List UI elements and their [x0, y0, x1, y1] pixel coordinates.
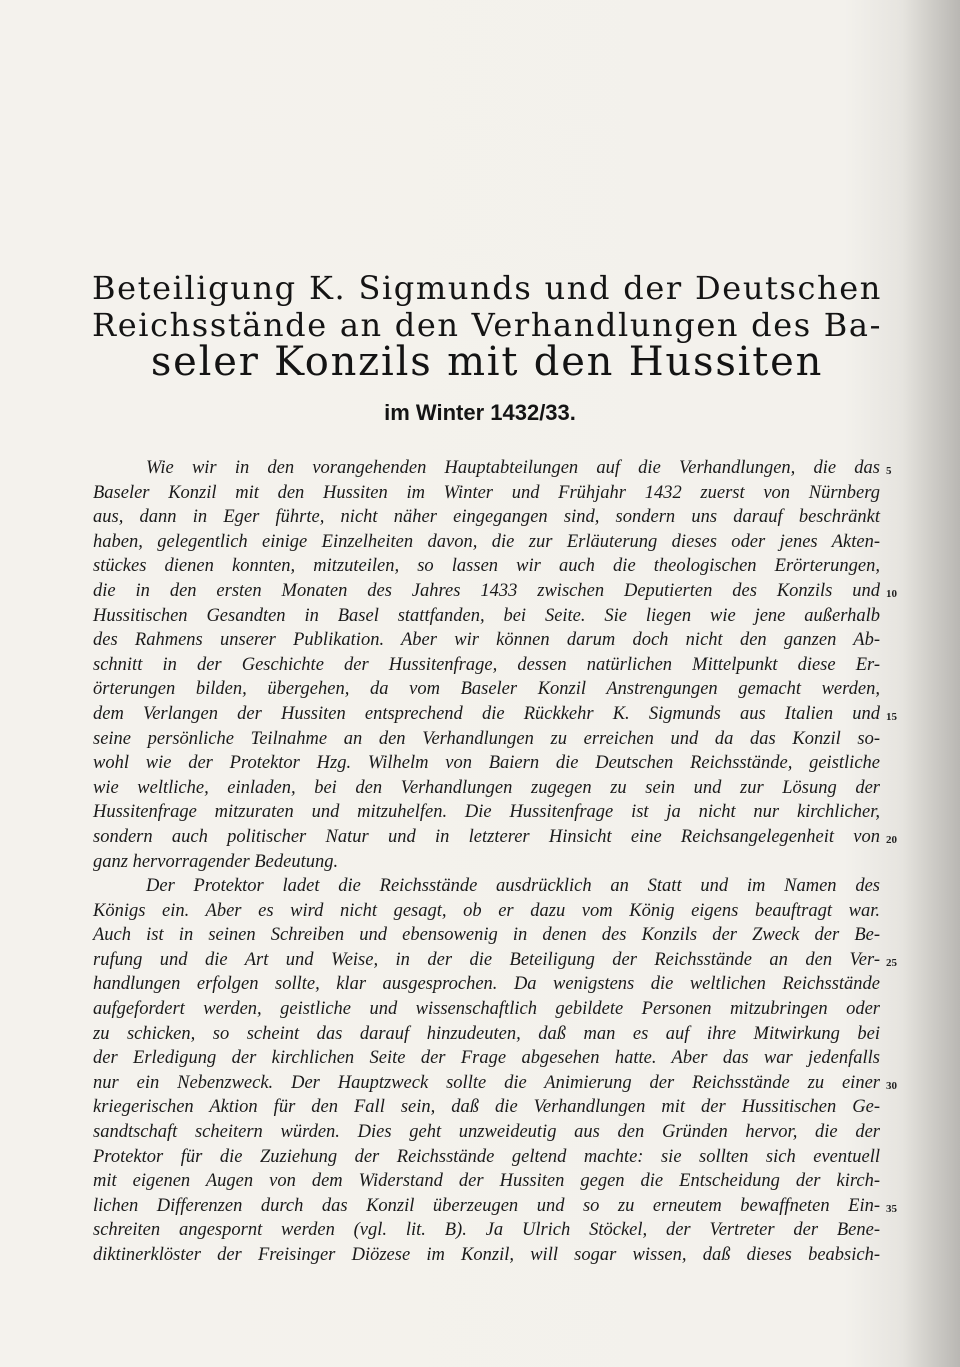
text-line: kriegerischen Aktion für den Fall sein, daß die Verhandlungen mit der Hussitischen Ge-	[93, 1097, 880, 1118]
text-line: Der Protektor ladet die Reichsstände ausdrücklich an Statt und im Namen des	[146, 876, 880, 897]
text-line: zu schicken, so scheint das darauf hinzudeuten, daß man es auf ihre Mitwirkung bei	[93, 1023, 880, 1044]
text-line: örterungen bilden, übergehen, da vom Baseler Konzil Anstrengungen gemacht werden,	[93, 679, 880, 700]
text-line: dem Verlangen der Hussiten entsprechend die Rückkehr K. Sigmunds aus Italien und	[93, 703, 880, 724]
text-line: aufgefordert werden, geistliche und wissenschaftlich gebildete Personen mitzubringen oder	[93, 999, 880, 1020]
chapter-title	[92, 269, 882, 385]
text-line: des Rahmens unserer Publikation. Aber wir können darum doch nicht den ganzen Ab-	[93, 630, 880, 651]
text-line: Wie wir in den vorangehenden Hauptabteilungen auf die Verhandlungen, die das	[146, 458, 880, 478]
line-number: 5	[886, 465, 892, 477]
text-line: Protektor für die Zuziehung der Reichsstände geltend machte: sie sollten sich eventuell	[93, 1146, 880, 1167]
text-line: sondern auch politischer Natur und in letzterer Hinsicht eine Reichsangelegenheit von	[93, 826, 880, 847]
line-number: 10	[886, 588, 897, 600]
line-number: 35	[886, 1203, 897, 1215]
chapter-subtitle: im Winter 1432/33.	[384, 400, 576, 425]
text-line: wohl wie der Protektor Hzg. Wilhelm von Baiern die Deutschen Reichsstände, geistliche	[93, 753, 880, 774]
text-line: ganz hervorragender Bedeutung.	[93, 851, 339, 872]
title-line-1: Beteiligung K. Sigmunds und der Deutschen	[92, 269, 882, 307]
text-line: sandtschaft scheitern würden. Dies geht unzweideutig aus den Gründen hervor, die der	[93, 1122, 880, 1143]
text-line: rufung und die Art und Weise, in der die Beteiligung der Reichsstände an den Ver-	[93, 949, 880, 970]
title-line-2: Reichsstände an den Verhandlungen des Ba-	[92, 306, 882, 344]
text-line: die in den ersten Monaten des Jahres 1433 zwischen Deputierten des Konzils und	[93, 580, 880, 601]
text-line: mit eigenen Augen von dem Widerstand der Hussiten gegen die Entscheidung der kirch-	[93, 1171, 880, 1192]
text-line: nur ein Nebenzweck. Der Hauptzweck sollte die Animierung der Reichsstände zu einer	[93, 1072, 880, 1093]
line-number: 25	[886, 957, 897, 969]
body-text	[93, 456, 880, 1268]
line-number: 20	[886, 834, 897, 846]
text-line: der Erledigung der kirchlichen Seite der Frage abgesehen hatte. Aber das war jedenfalls	[93, 1048, 880, 1069]
text-line: seine persönliche Teilnahme an den Verhandlungen zu erreichen und da das Konzil so-	[93, 728, 880, 749]
line-number: 15	[886, 711, 897, 723]
text-line: lichen Differenzen durch das Konzil überzeugen und so zu erneutem bewaffneten Ein-	[93, 1195, 880, 1216]
text-line: wie weltliche, einladen, bei den Verhandlungen zugegen zu sein und zur Lösung der	[93, 777, 880, 798]
text-line: Baseler Konzil mit den Hussiten im Winter und Frühjahr 1432 zuerst von Nürnberg	[93, 482, 880, 503]
text-line: schnitt in der Geschichte der Hussitenfrage, dessen natürlichen Mittelpunkt diese Er-	[93, 654, 880, 675]
text-line: schreiten angespornt werden (vgl. lit. B). Ja Ulrich Stöckel, der Vertreter der Bene-	[93, 1220, 880, 1241]
text-line: stückes dienen konnten, mitzuteilen, so lassen wir auch die theologischen Erörterungen,	[93, 556, 880, 577]
line-number: 30	[886, 1080, 897, 1092]
text-line: diktinerklöster der Freisinger Diözese im Konzil, will sogar wissen, daß dieses beabsich-	[93, 1245, 880, 1265]
text-line: aus, dann in Eger führte, nicht näher eingegangen sind, sondern uns darauf beschränkt	[93, 507, 880, 528]
text-line: Auch ist in seinen Schreiben und ebensowenig in denen des Konzils der Zweck der Be-	[93, 925, 880, 946]
text-line: Hussitenfrage mitzuraten und mitzuhelfen. Die Hussitenfrage ist ja nicht nur kirchlicher,	[93, 802, 880, 823]
text-line: Königs ein. Aber es wird nicht gesagt, ob er dazu vom König eigens beauftragt war.	[93, 900, 880, 921]
text-line: haben, gelegentlich einige Einzelheiten davon, die zur Erläuterung dieses oder jenes Akten-	[93, 531, 880, 552]
text-line: handlungen erfolgen sollte, klar ausgesprochen. Da wenigstens die weltlichen Reichsstände	[93, 974, 880, 995]
title-line-3: seler Konzils mit den Hussiten	[150, 339, 824, 385]
text-line: Hussitischen Gesandten in Basel stattfanden, bei Seite. Sie liegen wie jene außerhalb	[93, 605, 880, 626]
